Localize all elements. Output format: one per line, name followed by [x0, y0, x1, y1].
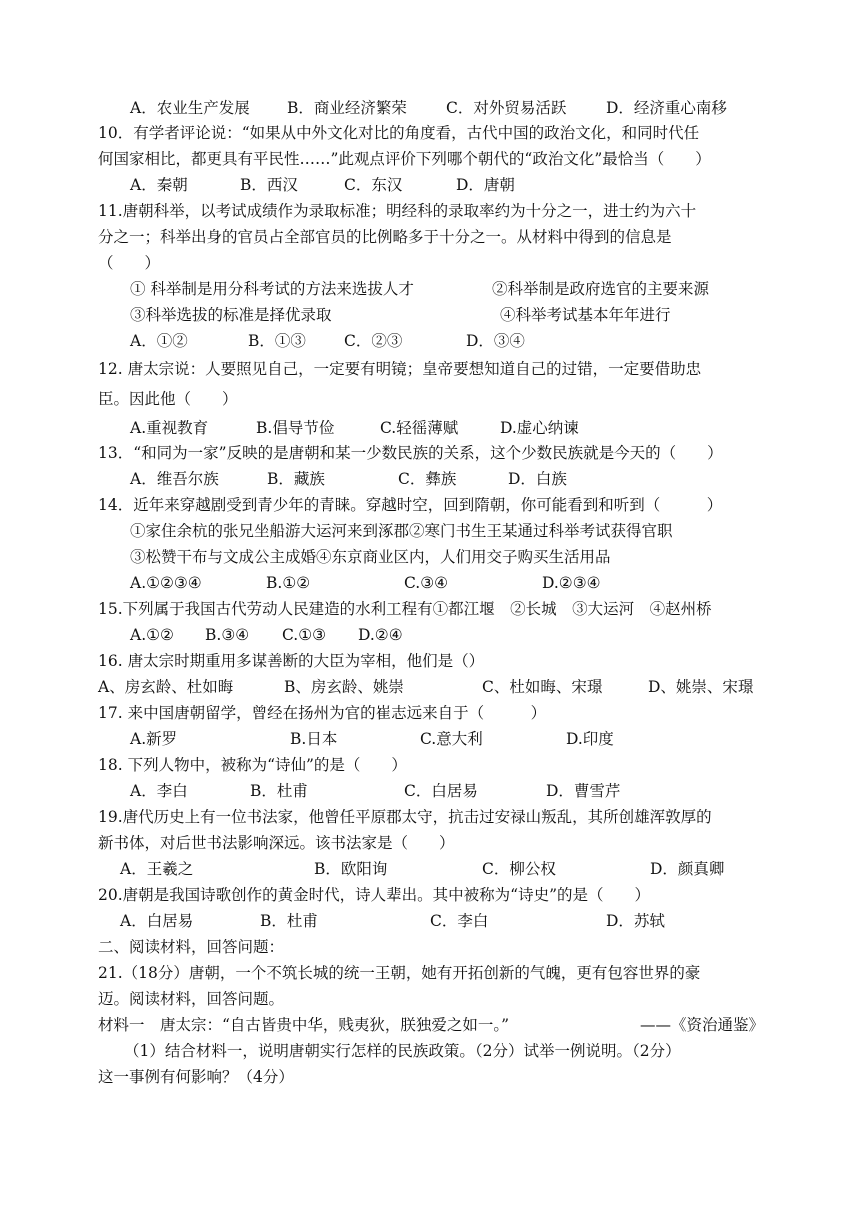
q17-option-d: D.印度	[566, 730, 614, 748]
q11-options	[0, 331, 860, 351]
q10-option-d: D．唐朝	[456, 176, 515, 194]
q10-option-c: C．东汉	[344, 176, 403, 194]
q17-option-b: B.日本	[290, 730, 338, 748]
q18-option-a: A．李白	[130, 782, 188, 800]
section-2-heading: 二、阅读材料，回答问题：	[98, 938, 285, 956]
q15-option-c: C.①③	[282, 626, 327, 644]
q15-stem: 15.下列属于我国古代劳动人民建造的水利工程有①都江堰 ②长城 ③大运河 ④赵州桥	[98, 600, 712, 618]
q11-stem-line-2: 分之一；科举出身的官员占全部官员的比例略多于十分之一。从材料中得到的信息是	[98, 228, 672, 246]
q20-option-a: A．白居易	[120, 912, 194, 930]
q14-option-b: B.①②	[266, 574, 311, 592]
material-1-source: ——《资治通鉴》	[640, 1016, 765, 1034]
q14-option-a: A.①②③④	[130, 574, 202, 592]
q11-statements-row-2	[0, 305, 860, 325]
q18-option-b: B．杜甫	[250, 782, 308, 800]
q20-stem: 20.唐朝是我国诗歌创作的黄金时代，诗人辈出。其中被称为“诗史”的是（ ）	[98, 886, 651, 904]
q14-stem: 14．近年来穿越剧受到青少年的青睐。穿越时空，回到隋朝，你可能看到和听到（ ）	[98, 496, 723, 514]
q19-option-c: C．柳公权	[482, 860, 556, 878]
q15-option-b: B.③④	[205, 626, 250, 644]
q12-options	[0, 418, 860, 438]
q11-statement-3: ③科举选拔的标准是择优录取	[130, 306, 332, 324]
q17-option-c: C.意大利	[420, 730, 483, 748]
q14-line-2: ③松赞干布与文成公主成婚④东京商业区内，人们用交子购买生活用品	[130, 548, 611, 566]
q11-statements-row-1	[0, 279, 860, 299]
q19-option-d: D．颜真卿	[650, 860, 725, 878]
q12-option-c: C.轻徭薄赋	[380, 419, 459, 437]
q12-option-b: B.倡导节俭	[256, 419, 335, 437]
q12-stem-line-1: 12. 唐太宗说：人要照见自己，一定要有明镜；皇帝要想知道自己的过错，一定要借助忠	[98, 360, 702, 378]
q14-options	[0, 573, 860, 593]
q15-option-a: A.①②	[130, 626, 174, 644]
q16-option-a: A、房玄龄、杜如晦	[98, 678, 234, 696]
q10-stem-line-1: 10．有学者评论说：“如果从中外文化对比的角度看，古代中国的政治文化，和同时代任	[98, 124, 700, 142]
q21-sub-1-line-1: （1）结合材料一，说明唐朝实行怎样的民族政策。（2分）试举一例说明。（2分）	[124, 1042, 681, 1060]
q17-options	[0, 729, 860, 749]
q13-options	[0, 469, 860, 489]
q21-line-1: 21.（18分）唐朝，一个不筑长城的统一王朝，她有开拓创新的气魄，更有包容世界的豪	[98, 964, 701, 982]
q12-stem-line-2: 臣。因此他（ ）	[98, 390, 238, 408]
q19-stem-line-1: 19.唐代历史上有一位书法家，他曾任平原郡太守，抗击过安禄山叛乱，其所创雄浑敦厚的	[98, 808, 712, 826]
q9-option-b: B．商业经济繁荣	[287, 99, 407, 117]
q16-option-b: B、房玄龄、姚崇	[284, 678, 404, 696]
q17-stem: 17. 来中国唐朝留学，曾经在扬州为官的崔志远来自于（ ）	[98, 704, 547, 722]
q19-stem-line-2: 新书体，对后世书法影响深远。该书法家是（ ）	[98, 834, 455, 852]
q18-option-c: C．白居易	[404, 782, 478, 800]
q11-stem-line-3: （ ）	[98, 254, 161, 272]
q18-option-d: D．曹雪芹	[546, 782, 621, 800]
q9-option-c: C．对外贸易活跃	[446, 99, 567, 117]
q21-line-2: 迈。阅读材料，回答问题。	[98, 990, 285, 1008]
material-1	[0, 1015, 860, 1035]
q16-options	[0, 677, 860, 697]
q11-statement-1: ① 科举制是用分科考试的方法来选拔人才	[130, 280, 414, 298]
q16-option-d: D、姚崇、宋璟	[648, 678, 754, 696]
q20-options	[0, 911, 860, 931]
q10-stem-line-2: 何国家相比，都更具有平民性……”此观点评价下列哪个朝代的“政治文化”最恰当（ ）	[98, 150, 711, 168]
q13-option-c: C．彝族	[398, 470, 457, 488]
q19-options	[0, 859, 860, 879]
q9-options	[0, 98, 860, 118]
q18-stem: 18. 下列人物中，被称为“诗仙”的是（ ）	[98, 756, 407, 774]
q19-option-b: B．欧阳询	[314, 860, 388, 878]
q15-option-d: D.②④	[358, 626, 403, 644]
q11-stem-line-1: 11.唐朝科举，以考试成绩作为录取标准；明经科的录取率约为十分之一，进士约为六十	[98, 202, 697, 220]
q13-option-b: B．藏族	[267, 470, 325, 488]
q11-statement-2: ②科举制是政府选官的主要来源	[492, 280, 710, 298]
q12-option-a: A.重视教育	[130, 419, 209, 437]
q20-option-d: D．苏轼	[606, 912, 665, 930]
q12-option-d: D.虚心纳谏	[500, 419, 579, 437]
q11-option-c: C．②③	[344, 332, 403, 350]
q15-options	[0, 625, 860, 645]
q19-option-a: A．王羲之	[120, 860, 194, 878]
q20-option-b: B．杜甫	[260, 912, 318, 930]
q10-options	[0, 175, 860, 195]
q9-option-a: A．农业生产发展	[130, 99, 250, 117]
material-1-quote: 材料一 唐太宗：“自古皆贵中华，贱夷狄，朕独爱之如一。”	[98, 1016, 510, 1034]
q16-option-c: C、杜如晦、宋璟	[482, 678, 603, 696]
q13-stem: 13．“和同为一家”反映的是唐朝和某一少数民族的关系，这个少数民族就是今天的（ ）	[98, 444, 723, 462]
q14-option-c: C.③④	[404, 574, 449, 592]
q16-stem: 16. 唐太宗时期重用多谋善断的大臣为宰相，他们是（）	[98, 652, 485, 670]
q11-option-a: A．①②	[130, 332, 188, 350]
q20-option-c: C．李白	[430, 912, 489, 930]
q18-options	[0, 781, 860, 801]
q14-option-d: D.②③④	[542, 574, 601, 592]
q13-option-a: A．维吾尔族	[130, 470, 219, 488]
q13-option-d: D．白族	[508, 470, 567, 488]
q21-sub-1-line-2: 这一事例有何影响？（4分）	[98, 1068, 294, 1086]
q9-option-d: D．经济重心南移	[606, 99, 727, 117]
q17-option-a: A.新罗	[130, 730, 178, 748]
q11-statement-4: ④科举考试基本年年进行	[500, 306, 671, 324]
q11-option-d: D．③④	[466, 332, 525, 350]
q10-option-a: A．秦朝	[130, 176, 188, 194]
q10-option-b: B．西汉	[240, 176, 298, 194]
q11-option-b: B．①③	[248, 332, 306, 350]
q14-line-1: ①家住余杭的张兄坐船游大运河来到涿郡②寒门书生王某通过科举考试获得官职	[130, 522, 673, 540]
